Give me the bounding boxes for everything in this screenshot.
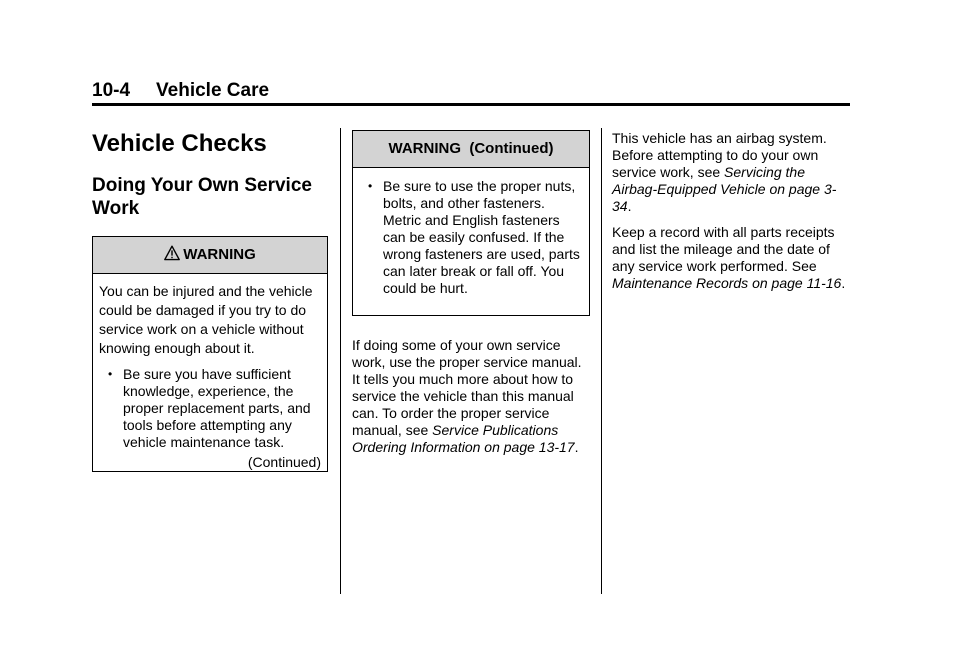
- paragraph-text: If doing some of your own service work, use the proper service manual. It tells you much more about how to service the vehicle than this manual can. To order the proper service manual, see: [352, 337, 582, 438]
- warning-box: [92, 236, 328, 472]
- column-divider: [340, 128, 341, 594]
- bullet-icon: •: [108, 367, 113, 381]
- warning-header: [93, 237, 327, 274]
- warning-body: [93, 274, 327, 478]
- right-column: [612, 126, 852, 292]
- warning-bullet: [359, 178, 583, 297]
- bullet-text: Be sure to use the proper nuts, bolts, and other fasteners. Metric and English fasteners can be easily confused. If the wrong fasteners are used, parts can later break or fall off. You could be hurt.: [383, 178, 580, 296]
- warning-bullet: [99, 366, 321, 451]
- paragraph-text: Keep a record with all parts receipts and list the mileage and the date of any service work performed. See: [612, 224, 835, 274]
- warning-box-continued: [352, 130, 590, 316]
- records-paragraph: [612, 224, 852, 292]
- section-heading: Doing Your Own Service Work: [92, 175, 312, 219]
- service-manual-paragraph: [352, 337, 590, 456]
- paragraph-end: .: [574, 439, 579, 455]
- paragraph-text: This vehicle has an airbag system. Before attempting to do your own service work, see: [612, 130, 827, 180]
- bullet-icon: •: [368, 179, 373, 193]
- page-number: 10-4: [92, 80, 131, 101]
- airbag-paragraph: [612, 130, 852, 215]
- warning-body: [353, 168, 589, 303]
- paragraph-end: .: [841, 275, 846, 291]
- warning-text: You can be injured and the vehicle could be damaged if you try to do service work on a vehicle without knowing enough about it.: [99, 283, 313, 356]
- middle-column: [352, 126, 590, 456]
- warning-label: WARNING: [183, 246, 256, 263]
- warning-header: WARNING (Continued): [353, 131, 589, 168]
- page-title: Vehicle Checks: [92, 130, 267, 157]
- cross-reference-link[interactable]: Maintenance Records on page 11-16: [612, 275, 842, 291]
- cross-reference-link[interactable]: Service Publications Ordering Information on page 13-17: [352, 422, 575, 455]
- bullet-text: Be sure you have sufficient knowledge, experience, the proper replacement parts, and tools before attempting any vehicle maintenance task.: [123, 366, 311, 450]
- warning-triangle-icon: [164, 245, 180, 261]
- page-header: [92, 80, 850, 106]
- column-divider: [601, 128, 602, 594]
- continued-label: (Continued): [247, 454, 321, 470]
- left-column: [92, 126, 328, 472]
- paragraph-end: .: [627, 198, 632, 214]
- section-title: Vehicle Care: [156, 80, 270, 101]
- cross-reference-link[interactable]: Servicing the Airbag-Equipped Vehicle on page 3-34: [612, 164, 837, 214]
